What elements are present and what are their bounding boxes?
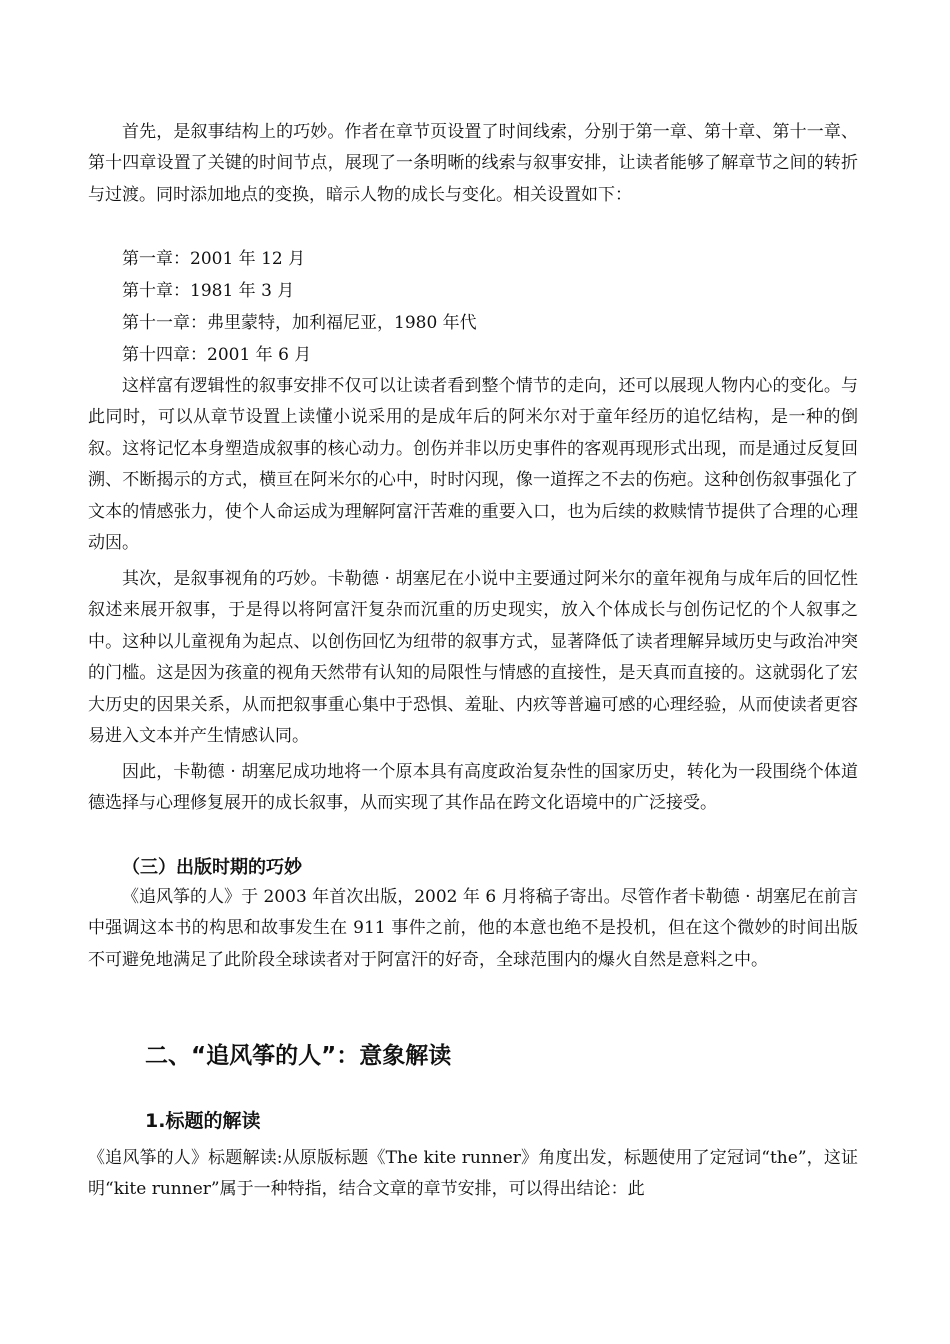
paragraph-conclusion: 因此，卡勒德 · 胡塞尼成功地将一个原本具有高度政治复杂性的国家历史，转化为一段围绕个体道德选择与心理修复展开的成长叙事，从而实现了其作品在跨文化语境中的广泛接受。 xyxy=(88,762,858,814)
chapter-line-14: 第十四章：2001 年 6 月 xyxy=(122,345,312,365)
paragraph-title-interpretation: 《追风筝的人》标题解读:从原版标题《The kite runner》角度出发，标题使用了定冠词“the”，这证明“kite runner”属于一种特指，结合文章的章节安排，可以得出结论：此 xyxy=(88,1148,858,1200)
chapter-line-10: 第十章：1981 年 3 月 xyxy=(122,281,295,301)
paragraph-narrative-perspective: 其次，是叙事视角的巧妙。卡勒德 · 胡塞尼在小说中主要通过阿米尔的童年视角与成年后的回忆性叙述来展开叙事，于是得以将阿富汗复杂而沉重的历史现实，放入个体成长与创伤记忆的个人叙事之中。这种以儿童视角为起点、以创伤回忆为纽带的叙事方式，显著降低了读者理解异域历史与政治冲突的门槛。这是因为孩童的视角天然带有认知的局限性与情感的直接性，是天真而直接的。这就弱化了宏大历史的因果关系，从而把叙事重心集中于恐惧、羞耻、内疚等普遍可感的心理经验，从而使读者更容易进入文本并产生情感认同。 xyxy=(88,569,858,747)
chapter-line-1: 第一章：2001 年 12 月 xyxy=(122,249,306,269)
chapter-line-11: 第十一章：弗里蒙特，加利福尼亚，1980 年代 xyxy=(122,313,477,333)
paragraph-logic-arrangement: 这样富有逻辑性的叙事安排不仅可以让读者看到整个情节的走向，还可以展现人物内心的变化。与此同时，可以从章节设置上读懂小说采用的是成年后的阿米尔对于童年经历的追忆结构，是一种的倒叙。这将记忆本身塑造成叙事的核心动力。创伤并非以历史事件的客观再现形式出现，而是通过反复回溯、不断揭示的方式，横亘在阿米尔的心中，时时闪现，像一道挥之不去的伤疤。这种创伤叙事强化了文本的情感张力，使个人命运成为理解阿富汗苦难的重要入口，也为后续的救赎情节提供了合理的心理动因。 xyxy=(88,376,858,554)
heading-publication-timing: （三）出版时期的巧妙 xyxy=(122,857,302,878)
paragraph-narrative-structure: 首先，是叙事结构上的巧妙。作者在章节页设置了时间线索，分别于第一章、第十章、第十一章、第十四章设置了关键的时间节点，展现了一条明晰的线索与叙事安排，让读者能够了解章节之间的转折与过渡。同时添加地点的变换，暗示人物的成长与变化。相关设置如下： xyxy=(88,122,858,205)
heading-section-two: 二、“追风筝的人”：意象解读 xyxy=(145,1043,452,1069)
heading-title-interpretation: 1.标题的解读 xyxy=(145,1110,261,1132)
paragraph-publication: 《追风筝的人》于 2003 年首次出版，2002 年 6 月将稿子寄出。尽管作者卡勒德 · 胡塞尼在前言中强调这本书的构思和故事发生在 911 事件之前，他的本意也绝不是投机，但在这个微妙的时间出版不可避免地满足了此阶段全球读者对于阿富汗的好奇，全球范围内的爆火自然是意料之中。 xyxy=(88,887,858,970)
